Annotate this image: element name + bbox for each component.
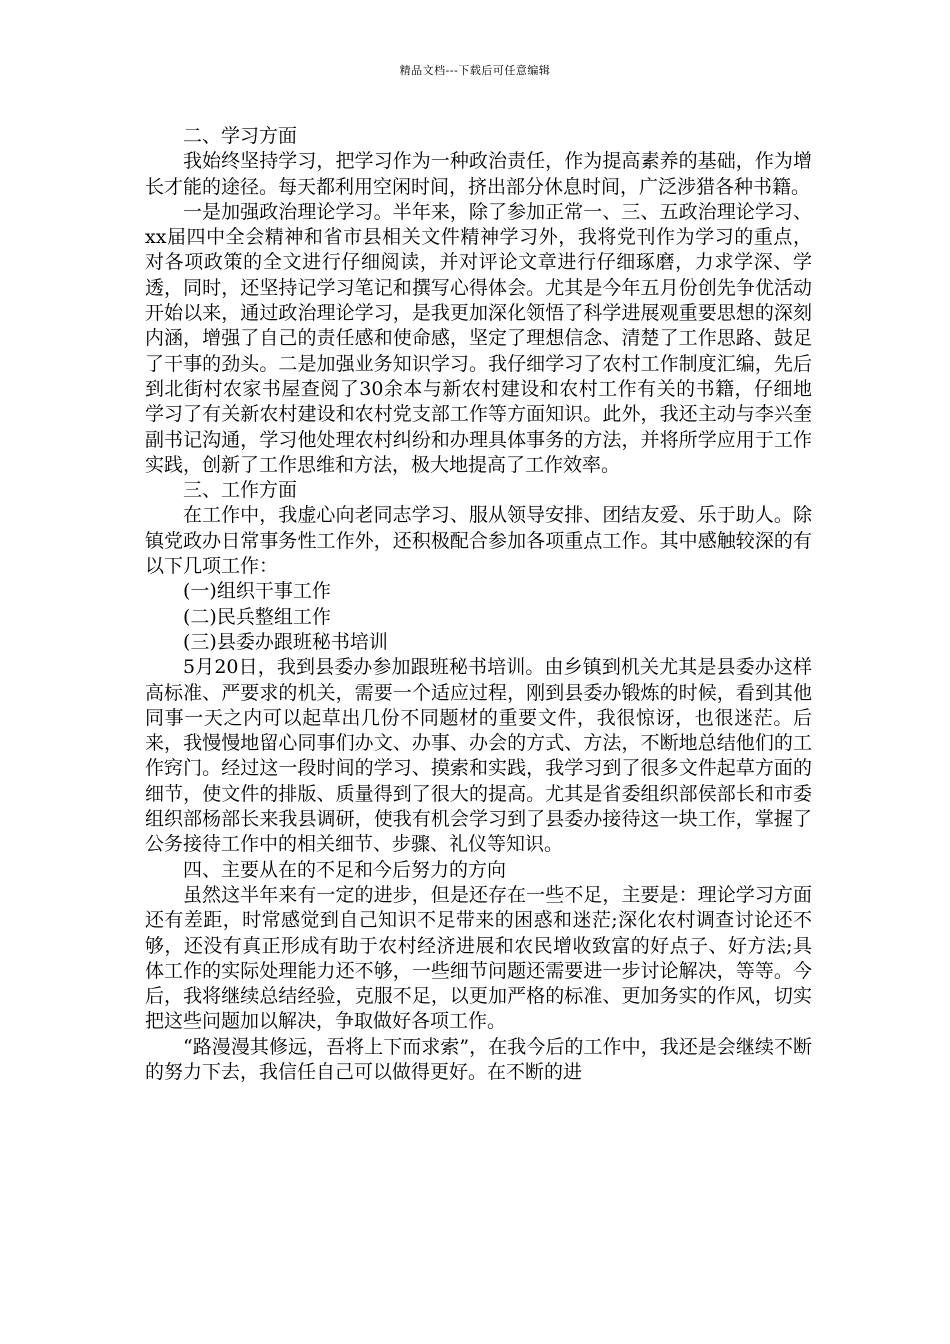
section-heading-shortcomings: 四、主要从在的不足和今后努力的方向 [183,858,507,881]
paragraph-study-intro: 我始终坚持学习，把学习作为一种政治责任，作为提高素养的基础，作为增长才能的途径。每天都利用空闲时间，挤出部分休息时间，广泛涉猎各种书籍。 [145,150,812,198]
section-heading-work: 三、工作方面 [183,479,298,502]
document-body [145,124,812,1085]
list-item-secretary-training: (三)县委办跟班秘书培训 [183,630,388,653]
paragraph-shortcomings: 虽然这半年来有一定的进步，但是还存在一些不足，主要是：理论学习方面还有差距，时常感觉到自己知识不足带来的困惑和迷茫;深化农村调查讨论还不够，还没有真正形成有助于农村经济进展和农民增收致富的好点子、好方法;具体工作的实际处理能力还不够，一些细节问题还需要进一步讨论解决，等等。今后，我将继续总结经验，克服不足，以更加严格的标准、更加务实的作风，切实把这些问题加以解决，争取做好各项工作。 [145,883,812,1033]
list-item-militia: (二)民兵整组工作 [183,605,331,628]
paragraph-work-intro: 在工作中，我虚心向老同志学习、服从领导安排、团结友爱、乐于助人。除镇党政办日常事务性工作外，还积极配合参加各项重点工作。其中感触较深的有以下几项工作： [145,504,812,578]
section-heading-study: 二、学习方面 [183,125,298,147]
list-item-organization: (一)组织干事工作 [183,580,331,603]
page-header: 精品文档---下载后可任意编辑 [399,64,551,77]
paragraph-training-details: 5月20日，我到县委办参加跟班秘书培训。由乡镇到机关尤其是县委办这样高标准、严要求的机关，需要一个适应过程，刚到县委办锻炼的时候，看到其他同事一天之内可以起草出几份不同题材的重要文件，我很惊讶，也很迷茫。后来，我慢慢地留心同事们办文、办事、办会的方式、方法，不断地总结他们的工作窍门。经过这一段时间的学习、摸索和实践，我学习到了很多文件起草方面的细节，使文件的排版、质量得到了很大的提高。尤其是省委组织部侯部长和市委组织部杨部长来我县调研，使我有机会学习到了县委办接待这一块工作，掌握了公务接待工作中的相关细节、步骤、礼仪等知识。 [145,656,812,856]
paragraph-closing: “路漫漫其修远，吾将上下而求索”，在我今后的工作中，我还是会继续不断的努力下去，我信任自己可以做得更好。在不断的进 [145,1035,812,1083]
paragraph-political-theory: 一是加强政治理论学习。半年来，除了参加正常一、三、五政治理论学习、xx届四中全会精神和省市县相关文件精神学习外，我将党刊作为学习的重点，对各项政策的全文进行仔细阅读，并对评论文章进行仔细琢磨，力求学深、学透，同时，还坚持记学习笔记和撰写心得体会。尤其是今年五月份创先争优活动开始以来，通过政治理论学习，是我更加深化领悟了科学进展观重要思想的深刻内涵，增强了自己的责任感和使命感，坚定了理想信念、清楚了工作思路、鼓足了干事的劲头。二是加强业务知识学习。我仔细学习了农村工作制度汇编，先后到北街村农家书屋查阅了30余本与新农村建设和农村工作有关的书籍，仔细地学习了有关新农村建设和农村党支部工作等方面知识。此外，我还主动与李兴奎副书记沟通，学习他处理农村纠纷和办理具体事务的方法，并将所学应用于工作实践，创新了工作思维和方法，极大地提高了工作效率。 [145,200,812,476]
